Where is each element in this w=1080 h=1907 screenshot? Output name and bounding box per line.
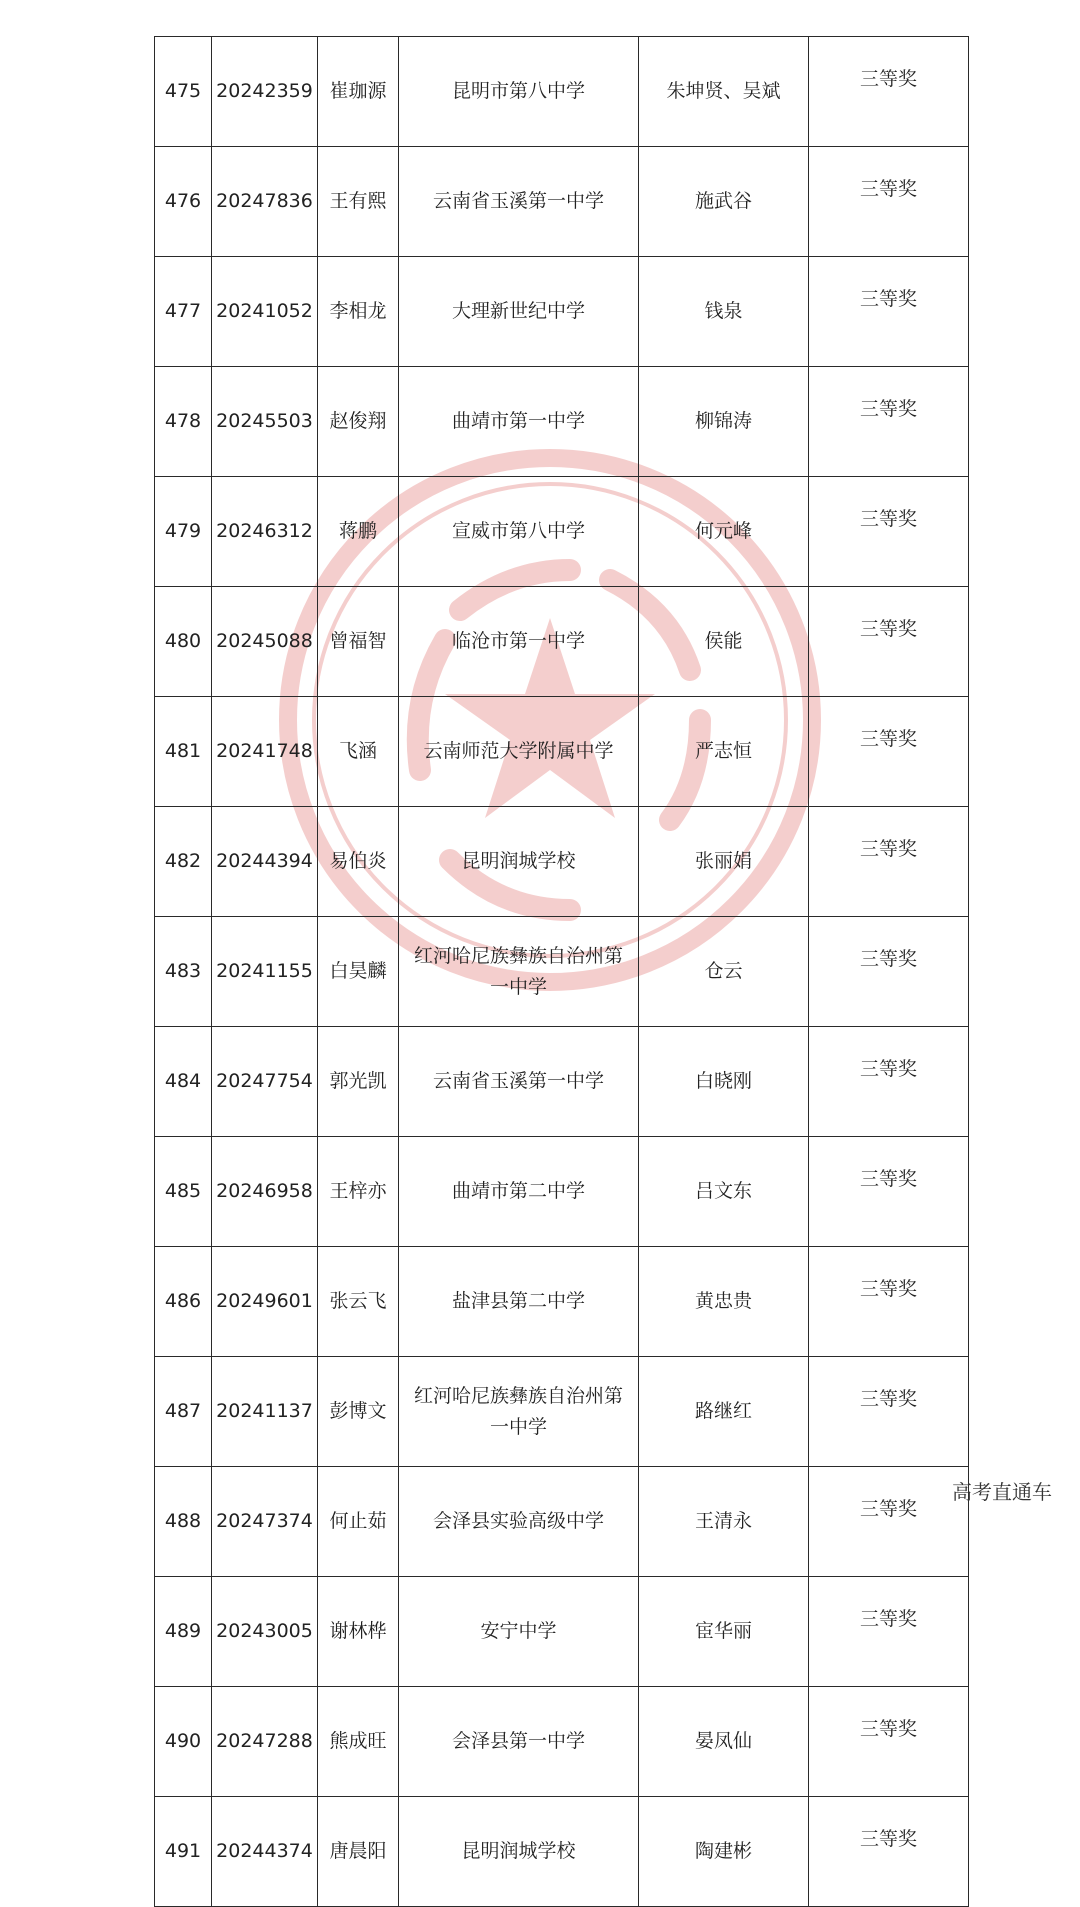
cell-exam-id: 20246312	[212, 477, 318, 587]
cell-exam-id: 20247836	[212, 147, 318, 257]
cell-serial-number: 484	[155, 1027, 212, 1137]
cell-exam-id: 20247754	[212, 1027, 318, 1137]
cell-teacher: 晏凤仙	[639, 1687, 809, 1797]
cell-teacher: 钱泉	[639, 257, 809, 367]
cell-exam-id: 20245503	[212, 367, 318, 477]
cell-school: 宣威市第八中学	[399, 477, 639, 587]
cell-school: 安宁中学	[399, 1577, 639, 1687]
cell-school: 大理新世纪中学	[399, 257, 639, 367]
cell-award: 三等奖	[809, 257, 969, 367]
cell-award: 三等奖	[809, 1357, 969, 1467]
cell-serial-number: 475	[155, 37, 212, 147]
cell-student-name: 郭光凯	[318, 1027, 399, 1137]
cell-student-name: 王有熙	[318, 147, 399, 257]
cell-student-name: 赵俊翔	[318, 367, 399, 477]
cell-serial-number: 487	[155, 1357, 212, 1467]
cell-school: 昆明市第八中学	[399, 37, 639, 147]
cell-student-name: 熊成旺	[318, 1687, 399, 1797]
cell-award: 三等奖	[809, 587, 969, 697]
cell-teacher: 张丽娟	[639, 807, 809, 917]
cell-teacher: 吕文东	[639, 1137, 809, 1247]
cell-student-name: 易伯炎	[318, 807, 399, 917]
cell-student-name: 何止茹	[318, 1467, 399, 1577]
cell-award: 三等奖	[809, 1577, 969, 1687]
cell-serial-number: 482	[155, 807, 212, 917]
cell-serial-number: 481	[155, 697, 212, 807]
cell-school: 云南省玉溪第一中学	[399, 147, 639, 257]
cell-award: 三等奖	[809, 697, 969, 807]
cell-award: 三等奖	[809, 1687, 969, 1797]
table-row	[155, 37, 969, 147]
table-row	[155, 917, 969, 1027]
cell-school: 临沧市第一中学	[399, 587, 639, 697]
cell-award: 三等奖	[809, 917, 969, 1027]
cell-student-name: 崔珈源	[318, 37, 399, 147]
cell-teacher: 白晓刚	[639, 1027, 809, 1137]
table-row	[155, 477, 969, 587]
cell-serial-number: 488	[155, 1467, 212, 1577]
cell-teacher: 陶建彬	[639, 1797, 809, 1907]
cell-teacher: 宦华丽	[639, 1577, 809, 1687]
cell-serial-number: 486	[155, 1247, 212, 1357]
table-row	[155, 1797, 969, 1907]
cell-serial-number: 489	[155, 1577, 212, 1687]
cell-student-name: 王梓亦	[318, 1137, 399, 1247]
cell-student-name: 彭博文	[318, 1357, 399, 1467]
cell-student-name: 白昊麟	[318, 917, 399, 1027]
cell-exam-id: 20241748	[212, 697, 318, 807]
cell-school: 曲靖市第二中学	[399, 1137, 639, 1247]
cell-school: 曲靖市第一中学	[399, 367, 639, 477]
table-row	[155, 697, 969, 807]
cell-teacher: 路继红	[639, 1357, 809, 1467]
table-row	[155, 1027, 969, 1137]
cell-award: 三等奖	[809, 1137, 969, 1247]
cell-school: 云南省玉溪第一中学	[399, 1027, 639, 1137]
cell-teacher: 仓云	[639, 917, 809, 1027]
table-row	[155, 1467, 969, 1577]
cell-school: 会泽县第一中学	[399, 1687, 639, 1797]
cell-teacher: 何元峰	[639, 477, 809, 587]
table-row	[155, 1357, 969, 1467]
cell-exam-id: 20244374	[212, 1797, 318, 1907]
cell-exam-id: 20247288	[212, 1687, 318, 1797]
cell-teacher: 施武谷	[639, 147, 809, 257]
cell-student-name: 蒋鹏	[318, 477, 399, 587]
cell-serial-number: 485	[155, 1137, 212, 1247]
cell-exam-id: 20241155	[212, 917, 318, 1027]
cell-exam-id: 20241052	[212, 257, 318, 367]
cell-school: 昆明润城学校	[399, 807, 639, 917]
cell-teacher: 柳锦涛	[639, 367, 809, 477]
cell-exam-id: 20249601	[212, 1247, 318, 1357]
cell-teacher: 严志恒	[639, 697, 809, 807]
cell-award: 三等奖	[809, 1247, 969, 1357]
watermark-text: 高考直通车	[952, 1480, 1052, 1504]
table-row	[155, 147, 969, 257]
table-row	[155, 1577, 969, 1687]
cell-serial-number: 483	[155, 917, 212, 1027]
cell-exam-id: 20247374	[212, 1467, 318, 1577]
award-table	[154, 36, 969, 1907]
cell-award: 三等奖	[809, 37, 969, 147]
table-row	[155, 587, 969, 697]
cell-school: 红河哈尼族彝族自治州第一中学	[399, 1357, 639, 1467]
cell-school: 会泽县实验高级中学	[399, 1467, 639, 1577]
table-row	[155, 1247, 969, 1357]
cell-serial-number: 491	[155, 1797, 212, 1907]
cell-exam-id: 20244394	[212, 807, 318, 917]
cell-exam-id: 20242359	[212, 37, 318, 147]
cell-exam-id: 20246958	[212, 1137, 318, 1247]
cell-award: 三等奖	[809, 807, 969, 917]
cell-serial-number: 480	[155, 587, 212, 697]
cell-school: 昆明润城学校	[399, 1797, 639, 1907]
table-row	[155, 1687, 969, 1797]
cell-exam-id: 20245088	[212, 587, 318, 697]
cell-serial-number: 478	[155, 367, 212, 477]
cell-student-name: 张云飞	[318, 1247, 399, 1357]
cell-serial-number: 477	[155, 257, 212, 367]
award-table-body	[155, 37, 969, 1907]
cell-student-name: 李相龙	[318, 257, 399, 367]
cell-student-name: 唐晨阳	[318, 1797, 399, 1907]
cell-serial-number: 476	[155, 147, 212, 257]
cell-teacher: 侯能	[639, 587, 809, 697]
cell-award: 三等奖	[809, 1797, 969, 1907]
cell-exam-id: 20241137	[212, 1357, 318, 1467]
cell-school: 盐津县第二中学	[399, 1247, 639, 1357]
cell-student-name: 谢林桦	[318, 1577, 399, 1687]
cell-teacher: 朱坤贤、吴斌	[639, 37, 809, 147]
table-row	[155, 1137, 969, 1247]
cell-teacher: 黄忠贵	[639, 1247, 809, 1357]
cell-teacher: 王清永	[639, 1467, 809, 1577]
cell-award: 三等奖	[809, 477, 969, 587]
cell-serial-number: 490	[155, 1687, 212, 1797]
cell-student-name: 曾福智	[318, 587, 399, 697]
cell-award: 三等奖	[809, 147, 969, 257]
cell-award: 三等奖	[809, 1027, 969, 1137]
cell-serial-number: 479	[155, 477, 212, 587]
table-row	[155, 257, 969, 367]
table-row	[155, 367, 969, 477]
cell-award: 三等奖	[809, 367, 969, 477]
table-row	[155, 807, 969, 917]
cell-student-name: 飞涵	[318, 697, 399, 807]
cell-exam-id: 20243005	[212, 1577, 318, 1687]
cell-school: 云南师范大学附属中学	[399, 697, 639, 807]
cell-award: 三等奖	[809, 1467, 969, 1577]
cell-school: 红河哈尼族彝族自治州第一中学	[399, 917, 639, 1027]
